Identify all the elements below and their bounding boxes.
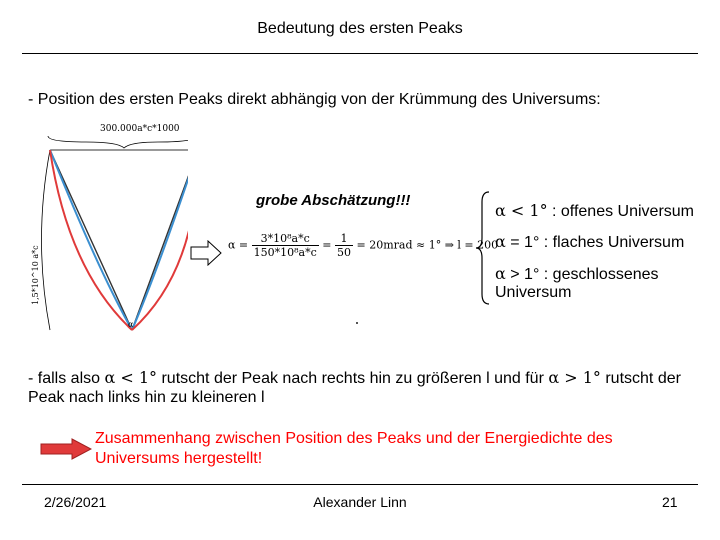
formula-denominator-2: 50: [337, 246, 351, 259]
red-arrow-icon: [40, 438, 92, 460]
title-divider: [22, 53, 698, 54]
case-open: α < 1° : offenes Universum: [495, 201, 694, 220]
angle-formula: [228, 232, 498, 259]
hollow-arrow-icon: [190, 240, 222, 266]
flat-ray-left: [50, 150, 132, 330]
stray-dot: [356, 322, 358, 324]
bullet-position-peak: - Position des ersten Peaks direkt abhängig von der Krümmung des Universums:: [28, 91, 601, 108]
footer-author: Alexander Linn: [313, 494, 407, 510]
top-distance-label: 300.000a*c*1000: [100, 124, 180, 134]
flat-ray-right: [132, 150, 188, 330]
cases-brace: [475, 190, 491, 306]
closed-curve-right: [132, 150, 188, 330]
footer-date: 2/26/2021: [44, 494, 107, 510]
bullet-peak-shift: - falls also α < 1° rutscht der Peak nach rechts hin zu größeren l und für α > 1° rutscht der Peak nach links hin zu kleineren l: [28, 368, 681, 407]
slide-title: Bedeutung des ersten Peaks: [257, 20, 463, 37]
formula-numerator-1: 3*10⁸a*c: [252, 232, 319, 246]
formula-denominator-1: 150*10⁸a*c: [253, 246, 317, 259]
formula-numerator-2: 1: [335, 232, 353, 246]
formula-fraction-2: [335, 232, 353, 259]
formula-result: = 20mrad ≈ 1° ⇒ l = 200: [356, 238, 499, 252]
formula-equals: =: [322, 238, 332, 252]
formula-alpha: α =: [228, 238, 249, 252]
footer-divider: [22, 484, 698, 485]
open-curve-right: [132, 150, 188, 330]
case-closed: α > 1° : geschlossenes Universum: [495, 263, 659, 302]
side-distance-label: 1,5*10^10 a*c: [31, 245, 40, 305]
top-brace: [48, 136, 188, 148]
curvature-diagram: [28, 120, 188, 345]
alpha-angle-label: α: [128, 320, 134, 329]
footer-page-number: 21: [662, 494, 678, 510]
case-flat: α = 1° : flaches Universum: [495, 232, 685, 252]
curvature-cases: [495, 202, 700, 315]
formula-fraction-1: [252, 232, 319, 259]
estimate-label: grobe Abschätzung!!!: [256, 192, 411, 209]
side-brace: [42, 150, 51, 330]
conclusion-text: Zusammenhang zwischen Position des Peaks und der Energiedichte des Universums hergestellt!: [95, 430, 613, 467]
